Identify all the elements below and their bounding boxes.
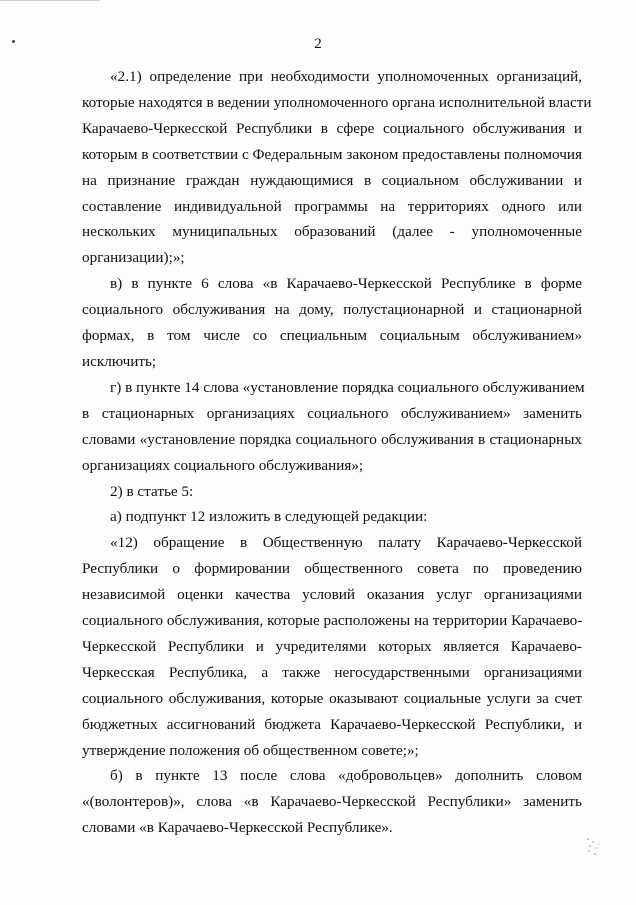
text-line: «(волонтеров)», слова «в Карачаево-Черкесской Республики» заменить [82, 793, 582, 811]
text-line: организациях социального обслуживания»; [82, 456, 364, 474]
text-line: в) в пункте 6 слова «в Карачаево-Черкесской Республике в форме [110, 275, 582, 293]
paragraph-item-g [82, 375, 585, 479]
text-line: организации);»; [82, 249, 185, 267]
paragraph-item-a [82, 504, 582, 530]
text-line: г) в пункте 14 слова «установление порядка социального обслуживанием [110, 378, 585, 396]
text-line: исключить; [82, 352, 157, 370]
text-line: Карачаево-Черкесской Республики в сфере социального обслуживания и [82, 119, 582, 137]
scan-smudge-mark [584, 836, 602, 858]
paragraph-item-b [82, 763, 582, 841]
text-line: которые находятся в ведении уполномоченного органа исполнительной власти [82, 93, 592, 111]
text-line: «12) обращение в Общественную палату Карачаево-Черкесской [110, 534, 582, 552]
text-line: социального обслуживания на дому, полустационарной и стационарной [82, 301, 582, 319]
paragraph-12 [82, 530, 582, 763]
text-line: нескольких муниципальных образований (далее - уполномоченные [82, 223, 582, 241]
text-line: утверждение положения об общественном совете;»; [82, 741, 419, 759]
text-line: а) подпункт 12 изложить в следующей редакции: [110, 508, 428, 526]
page-number: 2 [314, 36, 322, 52]
text-line: 2) в статье 5: [110, 482, 194, 500]
text-line: в стационарных организациях социального обслуживанием» заменить [82, 404, 582, 422]
text-line: бюджетных ассигнований бюджета Карачаево-Черкесской Республики, и [82, 715, 582, 733]
text-line: составление индивидуальной программы на территориях одного или [82, 197, 582, 215]
text-line: Республики о формировании общественного совета по проведению [82, 560, 582, 578]
text-line: Черкесская Республика, а также негосударственными организациями [82, 663, 582, 681]
text-line: независимой оценки качества условий оказания услуг организациями [82, 586, 582, 604]
smudge-glyph [584, 836, 602, 858]
text-line: которым в соответствии с Федеральным законом предоставлены полномочия [82, 145, 582, 163]
text-line: б) в пункте 13 после слова «добровольцев» дополнить словом [110, 767, 582, 785]
text-line: словами «установление порядка социального обслуживания в стационарных [82, 430, 582, 448]
document-body [82, 64, 592, 841]
paragraph-item-v [82, 271, 582, 375]
text-line: социального обслуживания, которые оказывают социальные услуги за счет [82, 689, 582, 707]
text-line: словами «в Карачаево-Черкесской Республике». [82, 819, 393, 837]
text-line: «2.1) определение при необходимости уполномоченных организаций, [110, 68, 582, 85]
paragraph-2-1 [82, 64, 592, 271]
scan-edge-mark [0, 0, 100, 1]
text-line: Черкесской Республики и учредителями которых является Карачаево- [82, 637, 582, 655]
text-line: формах, в том числе со специальным социальным обслуживанием» [82, 327, 582, 345]
text-line: на признание граждан нуждающимися в социальном обслуживании и [82, 171, 582, 189]
text-line: социального обслуживания, которые расположены на территории Карачаево- [82, 612, 583, 630]
paragraph-article-5 [82, 479, 582, 505]
